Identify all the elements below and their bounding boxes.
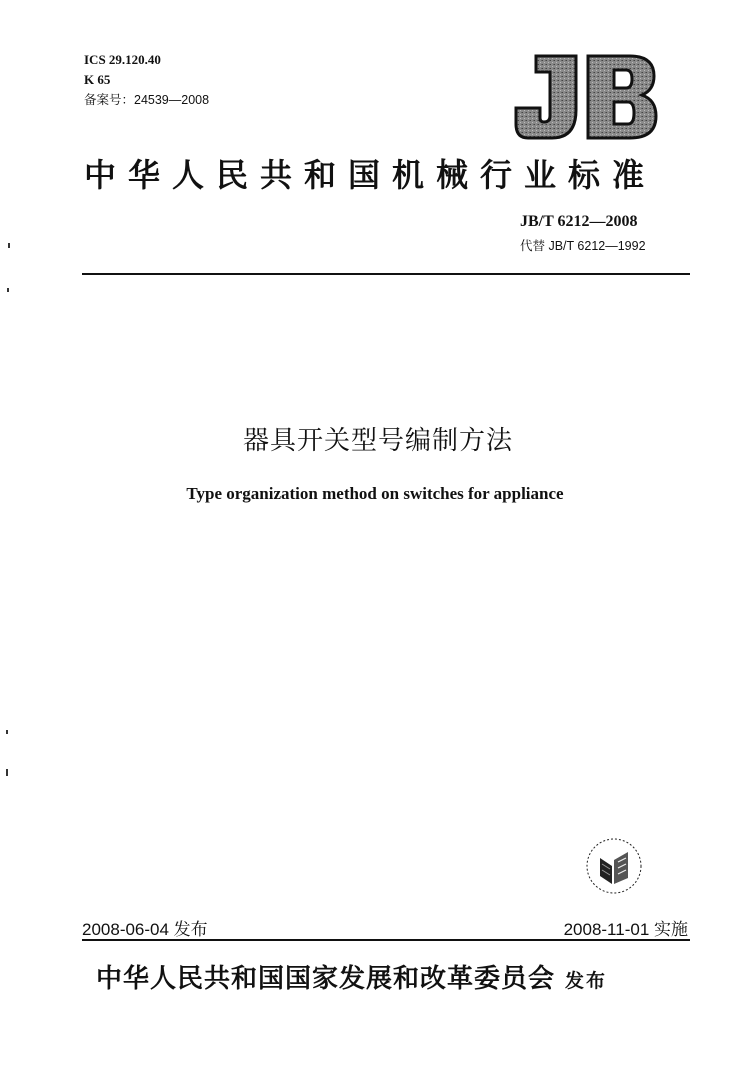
footer-divider: [82, 939, 690, 941]
class-code: K 65: [84, 72, 111, 87]
standard-category-title: 中华人民共和国机械行业标准: [84, 156, 657, 194]
standard-number: JB/T 6212—2008: [520, 213, 638, 230]
jb-logo: [514, 52, 658, 142]
issue-date: 2008-06-04 发布: [82, 920, 208, 939]
header-divider: [82, 273, 690, 275]
classification-block: [84, 50, 209, 110]
publisher-line: [96, 958, 607, 995]
scan-speck: [8, 243, 10, 248]
filing-number: 备案号：24539—2008: [84, 93, 210, 107]
document-title-en: Type organization method on switches for appliance: [186, 484, 564, 503]
publisher-suffix: 发布: [565, 970, 608, 992]
ics-code: ICS 29.120.40: [84, 52, 161, 67]
scan-speck: [6, 730, 8, 734]
replaces-standard: 代替 JB/T 6212—1992: [520, 239, 646, 253]
scan-speck: [6, 769, 8, 776]
publisher-seal: [584, 836, 644, 896]
document-title-zh: 器具开关型号编制方法: [242, 426, 513, 456]
effective-date: 2008-11-01 实施: [563, 920, 688, 939]
publisher-name: 中华人民共和国国家发展和改革委员会: [96, 964, 556, 994]
scan-speck: [7, 288, 9, 292]
